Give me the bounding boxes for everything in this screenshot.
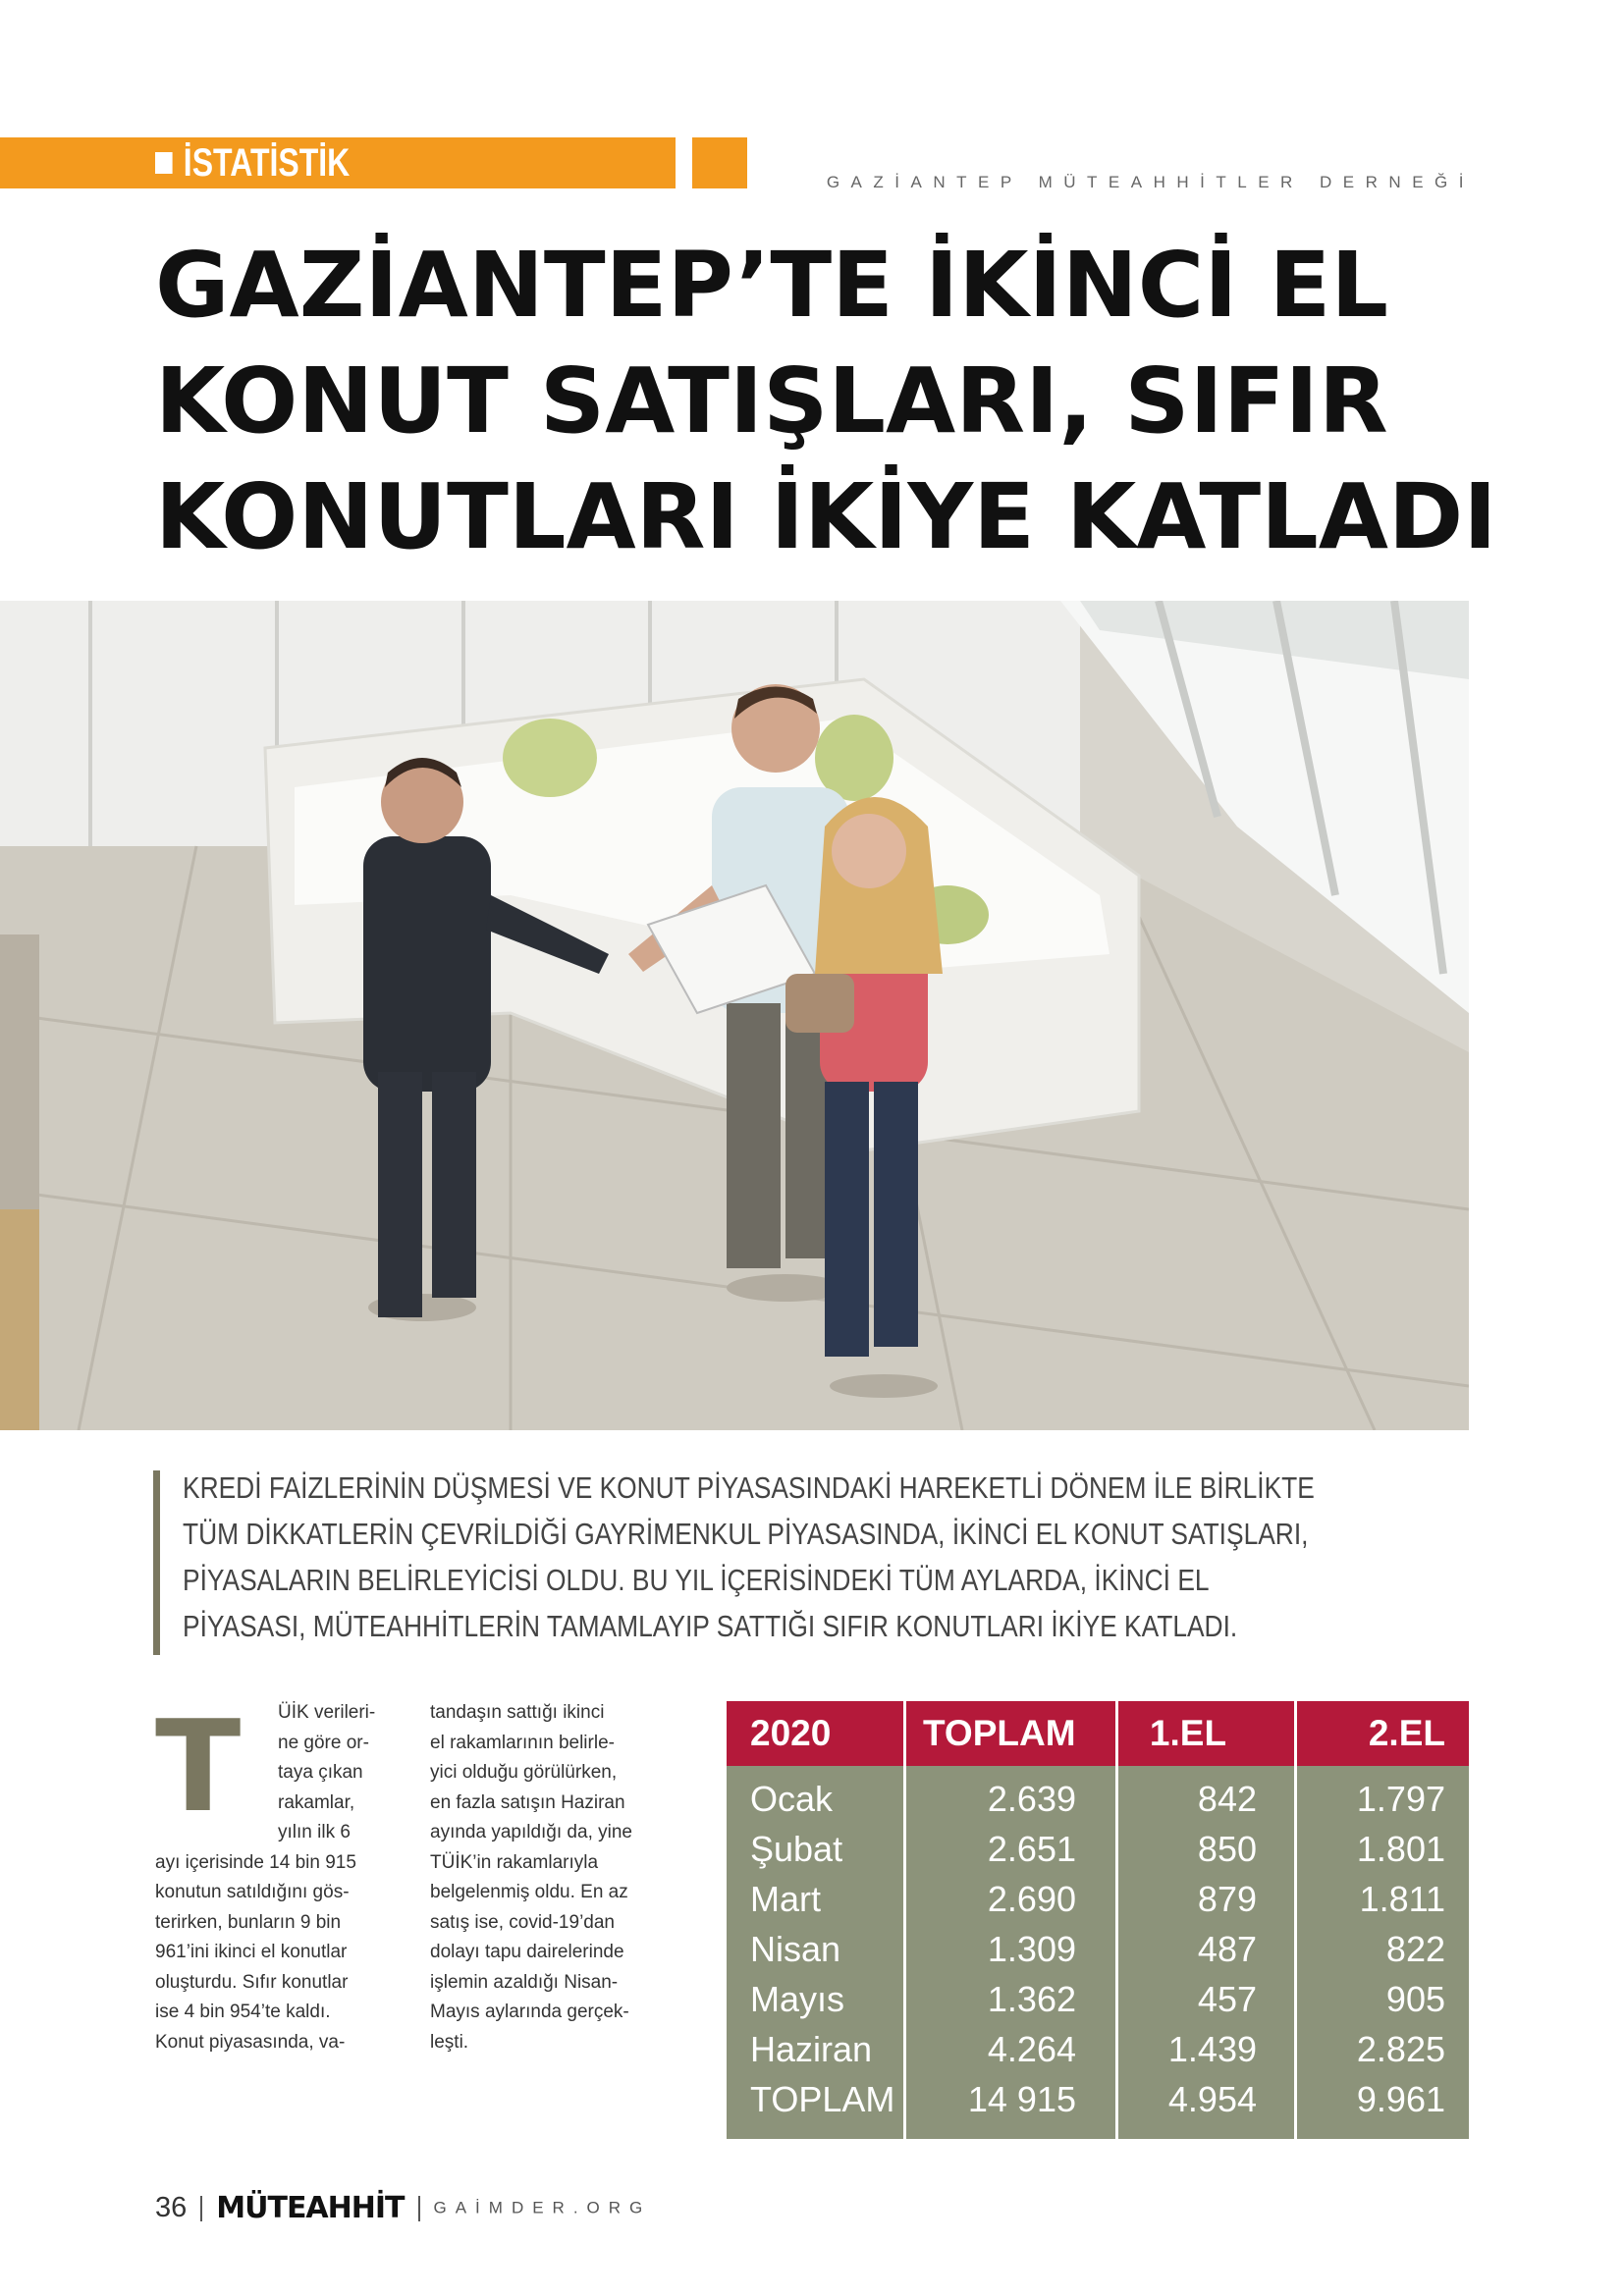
headline-line: GAZİANTEP’TE İKİNCİ EL (155, 233, 1389, 338)
body-line: leşti. (430, 2031, 469, 2053)
sales-table (727, 1701, 1469, 2139)
table-cell-second-hand: 2.825 (1356, 2029, 1445, 2069)
square-bullet-icon (155, 152, 173, 174)
footer-divider (418, 2196, 420, 2221)
table-cell-first-hand: 842 (1197, 1779, 1257, 1819)
table-cell-total: 1.309 (987, 1929, 1076, 1969)
table-cell-second-hand: 1.811 (1359, 1879, 1445, 1919)
table-column-divider (1115, 1701, 1118, 2139)
magazine-logo: MÜTEAHHİT (216, 2191, 405, 2225)
body-line: tandaşın sattığı ikinci (430, 1702, 605, 1723)
body-line: rakamlar, (278, 1791, 355, 1813)
drop-cap: T (155, 1694, 242, 1841)
table-cell-total: 14 915 (967, 2079, 1076, 2119)
body-line: 961’ini ikinci el konutlar (155, 1942, 348, 1962)
table-cell-month: Nisan (750, 1929, 841, 1969)
table-cell-month: TOPLAM (750, 2079, 895, 2119)
table-header-row (727, 1701, 1469, 1766)
table-row (727, 1924, 1469, 1974)
body-line: yici olduğu görülürken, (430, 1762, 618, 1783)
headline-line: KONUT SATIŞLARI, SIFIR (155, 348, 1388, 454)
table-header-cell: TOPLAM (923, 1713, 1076, 1753)
table-cell-month: Mayıs (750, 1979, 845, 2019)
table-cell-second-hand: 1.797 (1356, 1779, 1445, 1819)
table-cell-total: 4.264 (987, 2029, 1076, 2069)
table-cell-first-hand: 487 (1197, 1929, 1257, 1969)
section-label (155, 137, 350, 188)
lead-line: PİYASALARIN BELİRLEYİCİSİ OLDU. BU YIL İÇERİSİNDEKİ TÜM AYLARDA, İKİNCİ EL (183, 1563, 1210, 1597)
table-cell-first-hand: 4.954 (1167, 2079, 1257, 2119)
headline (155, 228, 1530, 575)
real-estate-handshake-photo (0, 601, 1469, 1430)
page-number: 36 (155, 2192, 188, 2223)
body-line: Mayıs aylarında gerçek- (430, 2002, 629, 2022)
table-cell-first-hand: 457 (1197, 1979, 1257, 2019)
table-header-cell: 2.EL (1368, 1713, 1445, 1753)
table-row-total (727, 2074, 1469, 2124)
body-line: en fazla satışın Haziran (430, 1791, 625, 1813)
body-line: el rakamlarının belirle- (430, 1732, 615, 1753)
body-line: ÜİK verileri- (278, 1702, 376, 1723)
table-cell-month: Şubat (750, 1829, 843, 1869)
table-cell-second-hand: 9.961 (1356, 2079, 1445, 2119)
body-line: oluşturdu. Sıfır konutlar (155, 1971, 349, 1993)
table-column-divider (903, 1701, 906, 2139)
body-line: ayı içerisinde 14 bin 915 (155, 1851, 356, 1873)
table-cell-month: Mart (750, 1879, 821, 1919)
table-cell-first-hand: 879 (1197, 1879, 1257, 1919)
table-cell-first-hand: 1.439 (1167, 2029, 1257, 2069)
table-cell-total: 1.362 (987, 1979, 1076, 2019)
table-row (727, 1824, 1469, 1874)
table-cell-first-hand: 850 (1197, 1829, 1257, 1869)
lead-line: KREDİ FAİZLERİNİN DÜŞMESİ VE KONUT PİYASASINDAKİ HAREKETLİ DÖNEM İLE BİRLİKTE (183, 1470, 1315, 1505)
body-line: ayında yapıldığı da, yine (430, 1822, 632, 1842)
table-cell-second-hand: 905 (1385, 1979, 1445, 2019)
body-line: taya çıkan (278, 1762, 363, 1783)
table-cell-second-hand: 822 (1385, 1929, 1445, 1969)
lead-line: TÜM DİKKATLERİN ÇEVRİLDİĞİ GAYRİMENKUL PİYASASINDA, İKİNCİ EL KONUT SATIŞLARI, (183, 1517, 1309, 1551)
lead-accent-bar (153, 1470, 160, 1655)
table-row (727, 1874, 1469, 1924)
body-column-2 (430, 1698, 676, 2057)
table-cell-total: 2.690 (987, 1879, 1076, 1919)
table-row (727, 2024, 1469, 2074)
body-line: işlemin azaldığı Nisan- (430, 1971, 619, 1993)
table-cell-total: 2.639 (987, 1779, 1076, 1819)
table-cell-total: 2.651 (987, 1829, 1076, 1869)
table-header-cell: 1.EL (1149, 1713, 1227, 1753)
table-column-divider (1294, 1701, 1297, 2139)
headline-line: KONUTLARI İKİYE KATLADI (155, 464, 1497, 569)
lead-line: PİYASASI, MÜTEAHHİTLERİN TAMAMLAYIP SATTIĞI SIFIR KONUTLARI İKİYE KATLADI. (183, 1609, 1238, 1643)
table-row (727, 1774, 1469, 1824)
body-line: Konut piyasasında, va- (155, 2031, 346, 2053)
body-column-1 (155, 1698, 401, 2057)
section-label-text: İSTATİSTİK (183, 141, 351, 185)
photo-illustration (0, 601, 1469, 1430)
table-cell-second-hand: 1.801 (1356, 1829, 1445, 1869)
body-line: konutun satıldığını gös- (155, 1882, 350, 1902)
organization-name: GAZİANTEP MÜTEAHHİTLER DERNEĞİ (826, 173, 1475, 191)
footer-divider (200, 2196, 202, 2221)
body-line: ne göre or- (278, 1732, 369, 1753)
table-cell-month: Haziran (750, 2029, 873, 2069)
table-cell-month: Ocak (750, 1779, 834, 1819)
table-header-cell: 2020 (750, 1713, 832, 1753)
website-link[interactable]: GAİMDER.ORG (433, 2198, 652, 2217)
body-line: ise 4 bin 954’te kaldı. (155, 2002, 331, 2022)
body-line: belgelenmiş oldu. En az (430, 1882, 628, 1902)
body-line: satış ise, covid-19’dan (430, 1911, 615, 1933)
body-line: yılın ilk 6 (278, 1822, 351, 1842)
body-line: terirken, bunların 9 bin (155, 1911, 342, 1933)
section-bar-square (692, 137, 747, 188)
lead-paragraph (183, 1465, 1351, 1649)
body-line: dolayı tapu dairelerinde (430, 1942, 624, 1962)
body-line: TÜİK’in rakamlarıyla (430, 1851, 599, 1873)
table-row (727, 1974, 1469, 2024)
page-footer (155, 2191, 651, 2230)
